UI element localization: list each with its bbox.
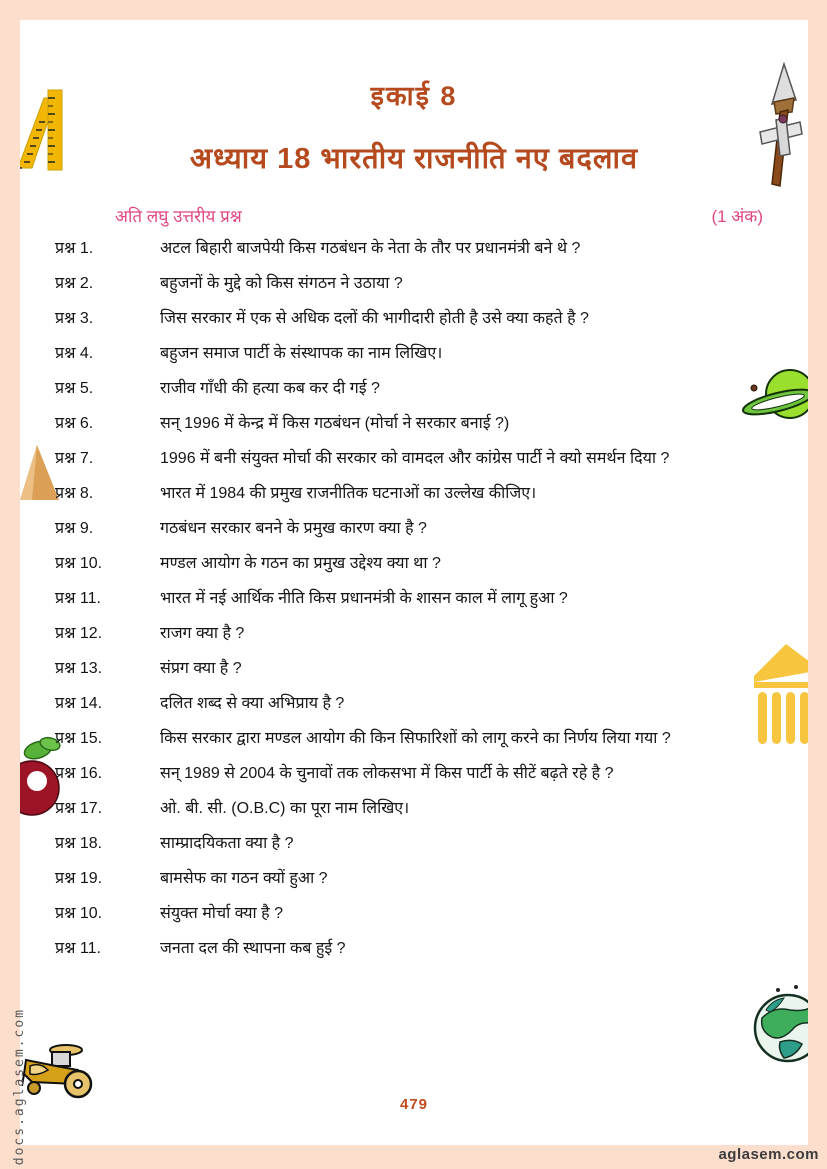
question-label: प्रश्न 9. (55, 520, 94, 537)
question-text: जनता दल की स्थापना कब हुई ? (160, 940, 346, 957)
question-row (55, 868, 770, 890)
cart-icon (22, 1026, 96, 1104)
watermark-bottom-right: aglasem.com (718, 1146, 819, 1163)
question-label: प्रश्न 12. (55, 625, 103, 642)
question-text: साम्प्रादयिकता क्या है ? (160, 835, 294, 852)
question-label: प्रश्न 15. (55, 730, 103, 747)
triangle-icon (20, 443, 60, 501)
question-row (55, 308, 770, 330)
question-text: बामसेफ का गठन क्यों हुआ ? (160, 870, 328, 887)
question-text: सन् 1996 में केन्द्र में किस गठबंधन (मोर्चा ने सरकार बनाई ?) (160, 415, 510, 432)
question-label: प्रश्न 11. (55, 590, 101, 607)
question-row (55, 413, 770, 435)
question-label: प्रश्न 10. (55, 555, 103, 572)
chapter-title: अध्याय 18 भारतीय राजनीति नए बदलाव (189, 143, 639, 175)
question-label: प्रश्न 14. (55, 695, 103, 712)
question-row (55, 343, 770, 365)
question-list (55, 238, 770, 960)
question-row (55, 273, 770, 295)
page-number: 479 (399, 1096, 429, 1113)
question-row (55, 518, 770, 540)
question-label: प्रश्न 18. (55, 835, 103, 852)
question-text: गठबंधन सरकार बनने के प्रमुख कारण क्या है ? (160, 520, 427, 537)
question-label: प्रश्न 2. (55, 275, 94, 292)
question-label: प्रश्न 7. (55, 450, 94, 467)
page-content (20, 20, 808, 1145)
question-label: प्रश्न 1. (55, 240, 94, 257)
question-row (55, 588, 770, 610)
question-text: बहुजनों के मुद्दे को किस संगठन ने उठाया ? (160, 275, 403, 292)
question-text: भारत में नई आर्थिक नीति किस प्रधानमंत्री के शासन काल में लागू हुआ ? (160, 590, 568, 607)
section-heading: अति लघु उत्तरीय प्रश्न (115, 207, 242, 226)
question-label: प्रश्न 8. (55, 485, 94, 502)
unit-title: इकाई 8 (370, 81, 458, 111)
question-row (55, 938, 770, 960)
question-text: किस सरकार द्वारा मण्डल आयोग की किन सिफारिशों को लागू करने का निर्णय लिया गया ? (160, 730, 671, 747)
question-row (55, 483, 770, 505)
question-text: राजीव गाँधी की हत्या कब कर दी गई ? (160, 380, 380, 397)
question-label: प्रश्न 10. (55, 905, 103, 922)
question-row (55, 448, 770, 470)
question-text: राजग क्या है ? (160, 625, 245, 642)
marks-label: (1 अंक) (711, 207, 763, 226)
question-label: प्रश्न 5. (55, 380, 94, 397)
globe-icon (750, 980, 808, 1064)
question-row (55, 553, 770, 575)
question-text: सन् 1989 से 2004 के चुनावों तक लोकसभा में किस पार्टी के सीटें बढ़ते रहे है ? (160, 765, 614, 782)
question-label: प्रश्न 17. (55, 800, 103, 817)
question-label: प्रश्न 6. (55, 415, 94, 432)
question-row (55, 378, 770, 400)
question-text: मण्डल आयोग के गठन का प्रमुख उद्देश्य क्या था ? (160, 555, 441, 572)
question-row (55, 728, 770, 750)
question-row (55, 903, 770, 925)
question-label: प्रश्न 3. (55, 310, 94, 327)
question-text: अटल बिहारी बाजपेयी किस गठबंधन के नेता के तौर पर प्रधानमंत्री बने थे ? (160, 240, 581, 257)
question-text: 1996 में बनी संयुक्त मोर्चा की सरकार को वामदल और कांग्रेस पार्टी ने क्यो समर्थन दिया ? (160, 450, 670, 467)
question-label: प्रश्न 11. (55, 940, 101, 957)
question-row (55, 693, 770, 715)
question-label: प्रश्न 19. (55, 870, 103, 887)
question-row (55, 798, 770, 820)
question-text: संयुक्त मोर्चा क्या है ? (160, 905, 283, 922)
question-text: बहुजन समाज पार्टी के संस्थापक का नाम लिखिए। (160, 345, 443, 362)
question-label: प्रश्न 13. (55, 660, 103, 677)
question-row (55, 658, 770, 680)
watermark-left-vertical: docs.aglasem.com (12, 1007, 27, 1165)
question-row (55, 763, 770, 785)
question-label: प्रश्न 16. (55, 765, 103, 782)
question-text: ओ. बी. सी. (O.B.C) का पूरा नाम लिखिए। (160, 800, 410, 817)
question-text: संप्रग क्या है ? (160, 660, 242, 677)
question-row (55, 833, 770, 855)
question-text: दलित शब्द से क्या अभिप्राय है ? (160, 695, 345, 712)
question-label: प्रश्न 4. (55, 345, 94, 362)
question-text: जिस सरकार में एक से अधिक दलों की भागीदारी होती है उसे क्या कहते है ? (160, 310, 589, 327)
question-row (55, 623, 770, 645)
question-row (55, 238, 770, 260)
question-text: भारत में 1984 की प्रमुख राजनीतिक घटनाओं का उल्लेख कीजिए। (160, 485, 537, 502)
section-header-row (20, 204, 808, 227)
